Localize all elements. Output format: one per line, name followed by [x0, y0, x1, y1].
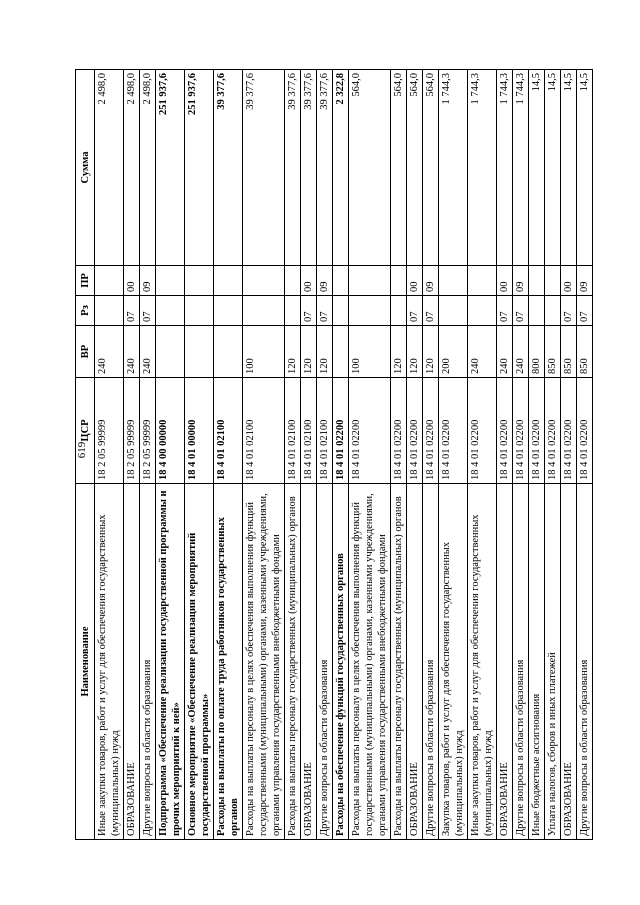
row-vr: 120	[423, 326, 439, 378]
row-sum: 1 744,3	[439, 70, 468, 266]
row-name: Расходы на выплаты персоналу государственных (муниципальных) органов	[391, 484, 407, 840]
row-name: Иные закупки товаров, работ и услуг для обеспечения государственных (муниципальных) нужд	[95, 484, 124, 840]
row-sum: 14,5	[545, 70, 561, 266]
row-csr: 18 2 05 99999	[95, 378, 124, 484]
row-csr: 18 4 01 02100	[317, 378, 333, 484]
row-pr	[285, 266, 301, 296]
table-row	[561, 70, 577, 840]
row-name: Основное мероприятие «Обеспечение реализации мероприятий государственной программы»	[185, 484, 214, 840]
header-name: Наименование	[76, 484, 95, 840]
row-csr: 18 4 01 02200	[545, 378, 561, 484]
row-rz	[529, 296, 545, 326]
row-sum: 39 377,6	[214, 70, 243, 266]
row-sum: 39 377,6	[285, 70, 301, 266]
rotated-table-frame	[75, 70, 590, 840]
row-sum: 14,5	[529, 70, 545, 266]
row-pr	[95, 266, 124, 296]
row-csr: 18 4 01 02200	[407, 378, 423, 484]
row-csr: 18 4 01 02200	[577, 378, 593, 484]
row-rz: 07	[497, 296, 513, 326]
row-rz	[439, 296, 468, 326]
row-sum: 251 937,6	[185, 70, 214, 266]
row-pr: 09	[140, 266, 156, 296]
row-csr: 18 4 01 02200	[529, 378, 545, 484]
budget-table	[75, 69, 593, 840]
row-name: Другие вопросы в области образования	[513, 484, 529, 840]
row-pr	[468, 266, 497, 296]
table-row	[317, 70, 333, 840]
row-sum: 564,0	[407, 70, 423, 266]
row-pr	[529, 266, 545, 296]
row-name: Уплата налогов, сборов и иных платежей	[545, 484, 561, 840]
row-vr: 240	[124, 326, 140, 378]
row-vr: 850	[561, 326, 577, 378]
row-name: Расходы на выплаты персоналу государственных (муниципальных) органов	[285, 484, 301, 840]
row-csr: 18 4 01 02200	[439, 378, 468, 484]
row-pr	[185, 266, 214, 296]
row-pr: 09	[577, 266, 593, 296]
table-row	[243, 70, 285, 840]
row-name: ОБРАЗОВАНИЕ	[407, 484, 423, 840]
row-csr: 18 4 01 02200	[391, 378, 407, 484]
row-pr: 00	[124, 266, 140, 296]
row-sum: 14,5	[561, 70, 577, 266]
row-rz: 07	[577, 296, 593, 326]
row-csr: 18 4 01 02200	[497, 378, 513, 484]
row-rz: 07	[423, 296, 439, 326]
row-rz	[243, 296, 285, 326]
row-csr: 18 4 01 02100	[243, 378, 285, 484]
row-pr	[156, 266, 185, 296]
table-row	[214, 70, 243, 840]
row-pr	[439, 266, 468, 296]
row-vr: 240	[140, 326, 156, 378]
row-pr	[214, 266, 243, 296]
table-row	[301, 70, 317, 840]
row-pr	[545, 266, 561, 296]
row-pr: 09	[423, 266, 439, 296]
table-header-row	[76, 70, 95, 840]
row-vr: 240	[95, 326, 124, 378]
row-rz	[156, 296, 185, 326]
table-row	[423, 70, 439, 840]
row-rz	[391, 296, 407, 326]
header-rz: Рз	[76, 296, 95, 326]
row-pr: 09	[317, 266, 333, 296]
row-csr: 18 4 01 02200	[561, 378, 577, 484]
row-sum: 564,0	[423, 70, 439, 266]
table-row	[513, 70, 529, 840]
row-sum: 2 322,8	[333, 70, 349, 266]
row-pr: 09	[513, 266, 529, 296]
header-sum: Сумма	[76, 70, 95, 266]
row-rz: 07	[140, 296, 156, 326]
row-pr	[243, 266, 285, 296]
row-csr: 18 4 01 02100	[214, 378, 243, 484]
row-vr	[333, 326, 349, 378]
row-rz: 07	[561, 296, 577, 326]
row-rz	[214, 296, 243, 326]
table-row	[407, 70, 423, 840]
row-name: Подпрограмма «Обеспечение реализации государственной программы и прочих мероприятий к ней»	[156, 484, 185, 840]
row-name: ОБРАЗОВАНИЕ	[561, 484, 577, 840]
row-pr	[349, 266, 391, 296]
row-name: Расходы на выплаты по оплате труда работников государственных органов	[214, 484, 243, 840]
row-sum: 564,0	[391, 70, 407, 266]
table-row	[333, 70, 349, 840]
row-csr: 18 4 01 02200	[468, 378, 497, 484]
row-name: Иные закупки товаров, работ и услуг для обеспечения государственных (муниципальных) нужд	[468, 484, 497, 840]
row-rz	[545, 296, 561, 326]
row-csr: 18 4 01 00000	[185, 378, 214, 484]
row-name: Иные бюджетные ассигнования	[529, 484, 545, 840]
row-sum: 39 377,6	[317, 70, 333, 266]
row-csr: 18 4 01 02100	[301, 378, 317, 484]
row-name: Расходы на выплаты персоналу в целях обеспечения выполнения функций государственными (муниципальными) органами, казенными учреждениями, органами управления государственными внебюджетными фондами	[349, 484, 391, 840]
row-rz	[349, 296, 391, 326]
table-row	[545, 70, 561, 840]
table-row	[140, 70, 156, 840]
row-pr: 00	[407, 266, 423, 296]
header-vr: ВР	[76, 326, 95, 378]
row-rz	[333, 296, 349, 326]
row-vr: 800	[529, 326, 545, 378]
row-csr: 18 4 00 00000	[156, 378, 185, 484]
row-sum: 2 498,0	[95, 70, 124, 266]
header-pr: ПР	[76, 266, 95, 296]
table-row	[124, 70, 140, 840]
row-name: Расходы на обеспечение функций государственных органов	[333, 484, 349, 840]
row-vr: 100	[243, 326, 285, 378]
page-number: 619	[76, 441, 88, 459]
row-name: Другие вопросы в области образования	[140, 484, 156, 840]
row-vr: 850	[545, 326, 561, 378]
row-sum: 1 744,3	[468, 70, 497, 266]
row-vr: 240	[497, 326, 513, 378]
row-vr: 120	[407, 326, 423, 378]
row-vr: 200	[439, 326, 468, 378]
row-csr: 18 2 05 99999	[124, 378, 140, 484]
row-sum: 14,5	[577, 70, 593, 266]
row-rz	[468, 296, 497, 326]
row-rz: 07	[124, 296, 140, 326]
row-name: ОБРАЗОВАНИЕ	[124, 484, 140, 840]
row-name: ОБРАЗОВАНИЕ	[301, 484, 317, 840]
row-pr: 00	[561, 266, 577, 296]
table-row	[185, 70, 214, 840]
table-row	[349, 70, 391, 840]
row-name: Другие вопросы в области образования	[423, 484, 439, 840]
table-row	[285, 70, 301, 840]
row-sum: 2 498,0	[140, 70, 156, 266]
row-sum: 39 377,6	[243, 70, 285, 266]
row-rz: 07	[317, 296, 333, 326]
table-row	[95, 70, 124, 840]
row-sum: 1 744,3	[497, 70, 513, 266]
row-rz: 07	[301, 296, 317, 326]
row-pr	[333, 266, 349, 296]
row-name: Закупка товаров, работ и услуг для обеспечения государственных (муниципальных) нужд	[439, 484, 468, 840]
row-sum: 39 377,6	[301, 70, 317, 266]
table-row	[391, 70, 407, 840]
row-name: ОБРАЗОВАНИЕ	[497, 484, 513, 840]
table-row	[468, 70, 497, 840]
row-sum: 251 937,6	[156, 70, 185, 266]
row-rz: 07	[513, 296, 529, 326]
table-row	[577, 70, 593, 840]
row-vr	[214, 326, 243, 378]
row-vr: 100	[349, 326, 391, 378]
row-sum: 1 744,3	[513, 70, 529, 266]
table-row	[156, 70, 185, 840]
table-container	[75, 70, 590, 840]
header-csr: ЦСР	[76, 378, 95, 484]
row-csr: 18 4 01 02200	[333, 378, 349, 484]
row-vr: 850	[577, 326, 593, 378]
row-pr: 00	[497, 266, 513, 296]
row-sum: 564,0	[349, 70, 391, 266]
row-vr: 240	[468, 326, 497, 378]
table-row	[439, 70, 468, 840]
row-rz	[185, 296, 214, 326]
row-pr	[391, 266, 407, 296]
row-csr: 18 4 01 02200	[349, 378, 391, 484]
row-vr	[156, 326, 185, 378]
row-csr: 18 4 01 02200	[513, 378, 529, 484]
row-vr: 120	[391, 326, 407, 378]
row-vr: 240	[513, 326, 529, 378]
row-sum: 2 498,0	[124, 70, 140, 266]
row-rz: 07	[407, 296, 423, 326]
table-row	[529, 70, 545, 840]
row-rz	[95, 296, 124, 326]
row-pr: 00	[301, 266, 317, 296]
row-csr: 18 2 05 99999	[140, 378, 156, 484]
row-csr: 18 4 01 02200	[423, 378, 439, 484]
row-name: Другие вопросы в области образования	[577, 484, 593, 840]
row-name: Другие вопросы в области образования	[317, 484, 333, 840]
row-rz	[285, 296, 301, 326]
row-vr: 120	[301, 326, 317, 378]
row-vr	[185, 326, 214, 378]
row-vr: 120	[285, 326, 301, 378]
row-name: Расходы на выплаты персоналу в целях обеспечения выполнения функций государственными (муниципальными) органами, казенными учреждениями, органами управления государственными внебюджетными фондами	[243, 484, 285, 840]
table-row	[497, 70, 513, 840]
table-body	[95, 70, 593, 840]
row-vr: 120	[317, 326, 333, 378]
row-csr: 18 4 01 02100	[285, 378, 301, 484]
